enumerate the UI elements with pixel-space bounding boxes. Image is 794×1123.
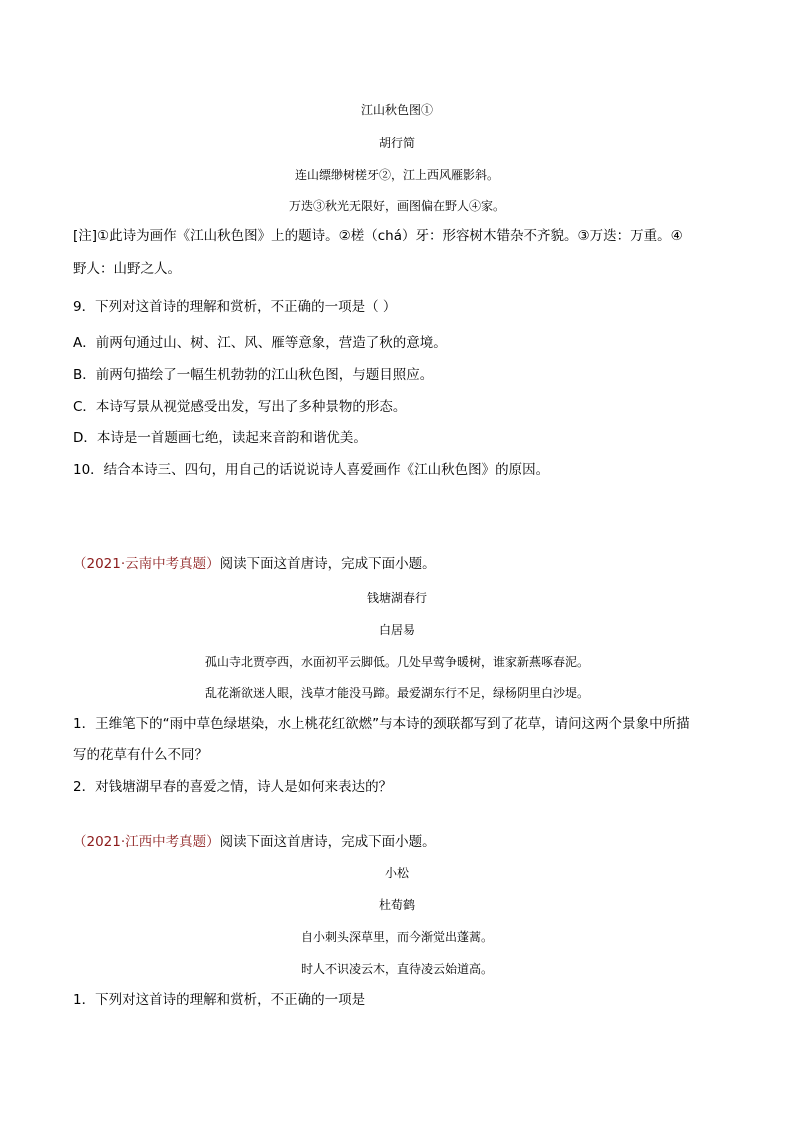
question-9-option-c: C．本诗写景从视觉感受出发，写出了多种景物的形态。 [73, 399, 407, 415]
poem-title: 小松 [384, 866, 409, 880]
poem-title: 钱塘湖春行 [366, 591, 427, 605]
poem-author: 白居易 [378, 623, 415, 637]
poem-line: 孤山寺北贾亭西，水面初平云脚低。几处早莺争暖树，谁家新燕啄春泥。 [204, 655, 589, 669]
poem-line: 自小刺头深草里，而今渐觉出蓬蒿。 [300, 930, 493, 944]
question-1-stem-continued: 写的花草有什么不同？ [73, 747, 208, 763]
question-9-option-a: A．前两句通过山、树、江、风、雁等意象，营造了秋的意境。 [73, 335, 447, 351]
annotation-note: [注]①此诗为画作《江山秋色图》上的题诗。②槎（chá）牙：形容树木错杂不齐貌。③万迭：万重。④ [73, 228, 683, 244]
question-1-stem: 1．下列对这首诗的理解和赏析，不正确的一项是 [73, 992, 366, 1008]
section-intro: 阅读下面这首唐诗，完成下面小题。 [219, 834, 436, 850]
section-header [73, 836, 436, 850]
poem-line: 时人不识凌云木，直待凌云始道高。 [300, 962, 493, 976]
poem-line: 乱花渐欲迷人眼，浅草才能没马蹄。最爱湖东行不足，绿杨阴里白沙堤。 [204, 686, 589, 700]
exam-source: （2021·云南中考真题） [73, 556, 220, 572]
question-9-option-b: B．前两句描绘了一幅生机勃勃的江山秋色图，与题目照应。 [73, 367, 434, 383]
annotation-note-continued: 野人：山野之人。 [73, 261, 181, 277]
question-9-option-d: D．本诗是一首题画七绝，读起来音韵和谐优美。 [73, 430, 367, 446]
poem-author: 杜荀鹤 [378, 898, 415, 912]
section-intro: 阅读下面这首唐诗，完成下面小题。 [219, 556, 436, 572]
question-10-stem: 10．结合本诗三、四句，用自己的话说说诗人喜爱画作《江山秋色图》的原因。 [73, 462, 550, 478]
poem-author: 胡行简 [378, 136, 415, 150]
poem-line: 万迭③秋光无限好，画图偏在野人④家。 [288, 199, 505, 213]
question-9-stem: 9．下列对这首诗的理解和赏析，不正确的一项是（ ） [73, 299, 397, 315]
question-2-stem: 2．对钱塘湖早春的喜爱之情，诗人是如何来表达的？ [73, 779, 393, 795]
poem-title: 江山秋色图① [360, 103, 433, 117]
exam-source: （2021·江西中考真题） [73, 834, 220, 850]
question-1-stem: 1．王维笔下的“雨中草色绿堪染，水上桃花红欲燃”与本诗的颈联都写到了花草，请问这两个景象中所描 [73, 716, 690, 732]
poem-line: 连山缥缈树槎牙②，江上西风雁影斜。 [294, 168, 499, 182]
section-header [73, 558, 436, 572]
